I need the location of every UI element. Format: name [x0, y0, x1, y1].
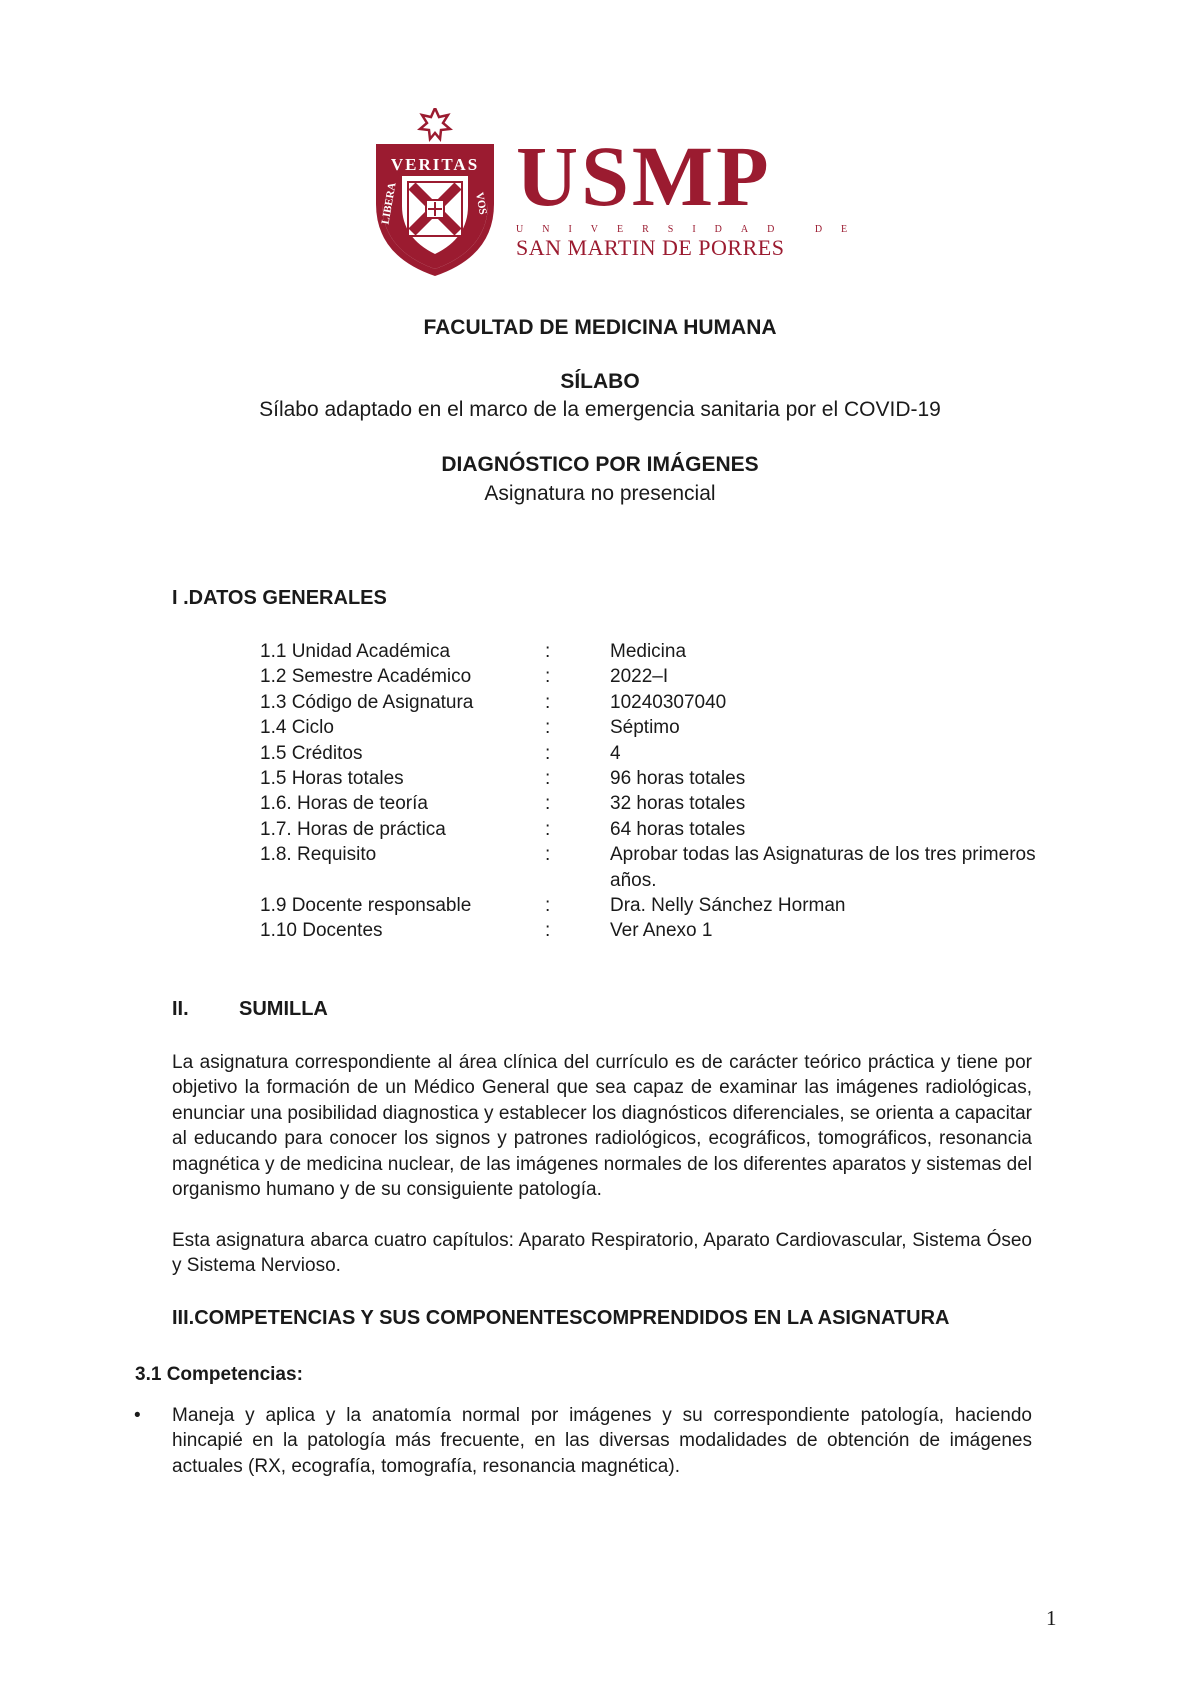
datos-label: 1.5 Créditos: [260, 742, 363, 764]
svg-text:VERITAS: VERITAS: [390, 155, 480, 174]
datos-separator: :: [545, 742, 551, 764]
datos-value: 96 horas totales: [610, 768, 746, 790]
datos-row: [260, 639, 1050, 664]
datos-row: [260, 842, 1050, 893]
datos-row: [260, 791, 1050, 816]
datos-value: 32 horas totales: [610, 793, 746, 815]
datos-value: Medicina: [610, 641, 687, 662]
course-title: DIAGNÓSTICO POR IMÁGENES: [441, 453, 759, 476]
datos-value: 4: [610, 742, 621, 764]
datos-row: [260, 893, 1050, 918]
datos-separator: :: [545, 641, 551, 662]
datos-label: 1.1 Unidad Académica: [260, 641, 451, 662]
datos-row: [260, 664, 1050, 689]
subsection-competencias-heading: 3.1 Competencias:: [135, 1364, 303, 1385]
datos-value: Dra. Nelly Sánchez Horman: [610, 895, 846, 917]
datos-value: 2022–I: [610, 666, 669, 688]
datos-separator: :: [545, 818, 551, 840]
datos-separator: :: [545, 691, 551, 713]
datos-label: 1.6. Horas de teoría: [260, 793, 428, 815]
usmp-logo: [372, 108, 867, 278]
usmp-shield-icon: [372, 108, 498, 278]
section-sumilla-heading: [172, 998, 328, 1021]
datos-value: Ver Anexo 1: [610, 920, 713, 942]
section-competencias-heading: III.COMPETENCIAS Y SUS COMPONENTESCOMPRENDIDOS EN LA ASIGNATURA: [172, 1307, 950, 1329]
logo-usmp-text: USMP: [516, 128, 772, 224]
datos-value: Séptimo: [610, 717, 680, 739]
datos-label: 1.8. Requisito: [260, 844, 377, 866]
datos-value: 10240307040: [610, 691, 727, 713]
datos-separator: :: [545, 717, 551, 739]
datos-label: 1.2 Semestre Académico: [260, 666, 472, 688]
datos-generales-table: [260, 639, 1050, 944]
svg-text:VOS: VOS: [473, 191, 489, 216]
datos-row: [260, 918, 1050, 943]
course-subtitle: Asignatura no presencial: [484, 482, 716, 505]
datos-label: 1.5 Horas totales: [260, 768, 404, 790]
datos-value: Aprobar todas las Asignaturas de los tres primeros años.: [610, 844, 1036, 891]
logo-universidad-text: UNIVERSIDAD DE: [516, 224, 867, 235]
silabo-title: SÍLABO: [560, 370, 640, 393]
list-item-text: Maneja y aplica y la anatomía normal por imágenes y su correspondiente patología, haciendo hincapié en la patología más frecuente, en las diversas modalidades de obtención de imágenes actuales (RX, ecografía, tomografía, resonancia magnética).: [172, 1405, 1032, 1477]
datos-row: [260, 715, 1050, 740]
sumilla-paragraph: La asignatura correspondiente al área clínica del currículo es de carácter teórico práctica y tiene por objetivo la formación de un Médico General que sea capaz de examinar las imágenes radiológicas, enunciar una posibilidad diagnostica y establecer los diagnósticos diferenciales, se orienta a capacitar al educando para conocer los signos y patrones radiológicos, ecográficos, tomográficos, resonancia magnética y de medicina nuclear, de las imágenes normales de los diferentes aparatos y sistemas del organismo humano y de su consiguiente patología.: [172, 1052, 1032, 1201]
datos-separator: :: [545, 793, 551, 815]
datos-row: [260, 741, 1050, 766]
page-number: 1: [1046, 1606, 1057, 1630]
datos-separator: :: [545, 844, 551, 866]
datos-separator: :: [545, 920, 551, 942]
silabo-subtitle: Sílabo adaptado en el marco de la emergencia sanitaria por el COVID-19: [259, 398, 941, 421]
datos-row: [260, 766, 1050, 791]
datos-label: 1.3 Código de Asignatura: [260, 691, 474, 713]
logo-university-name: SAN MARTIN DE PORRES: [516, 235, 785, 260]
datos-label: 1.10 Docentes: [260, 920, 383, 942]
sumilla-paragraph: Esta asignatura abarca cuatro capítulos: Aparato Respiratorio, Aparato Cardiovascular, Sistema Óseo y Sistema Nervioso.: [172, 1230, 1032, 1277]
datos-label: 1.4 Ciclo: [260, 717, 334, 739]
svg-text:LIBERA: LIBERA: [379, 181, 399, 226]
section-number: II.: [172, 998, 189, 1020]
datos-value: 64 horas totales: [610, 818, 746, 840]
logo-wordmark: [516, 128, 867, 261]
datos-row: [260, 817, 1050, 842]
datos-label: 1.9 Docente responsable: [260, 895, 472, 917]
datos-label: 1.7. Horas de práctica: [260, 818, 446, 840]
datos-separator: :: [545, 768, 551, 790]
datos-row: [260, 690, 1050, 715]
bullet-icon: •: [134, 1405, 141, 1426]
datos-separator: :: [545, 666, 551, 688]
section-datos-generales-heading: I .DATOS GENERALES: [172, 587, 387, 609]
svg-text:BIT: BIT: [425, 239, 445, 251]
faculty-title: FACULTAD DE MEDICINA HUMANA: [423, 316, 777, 339]
datos-separator: :: [545, 895, 551, 917]
section-title: SUMILLA: [239, 998, 328, 1020]
